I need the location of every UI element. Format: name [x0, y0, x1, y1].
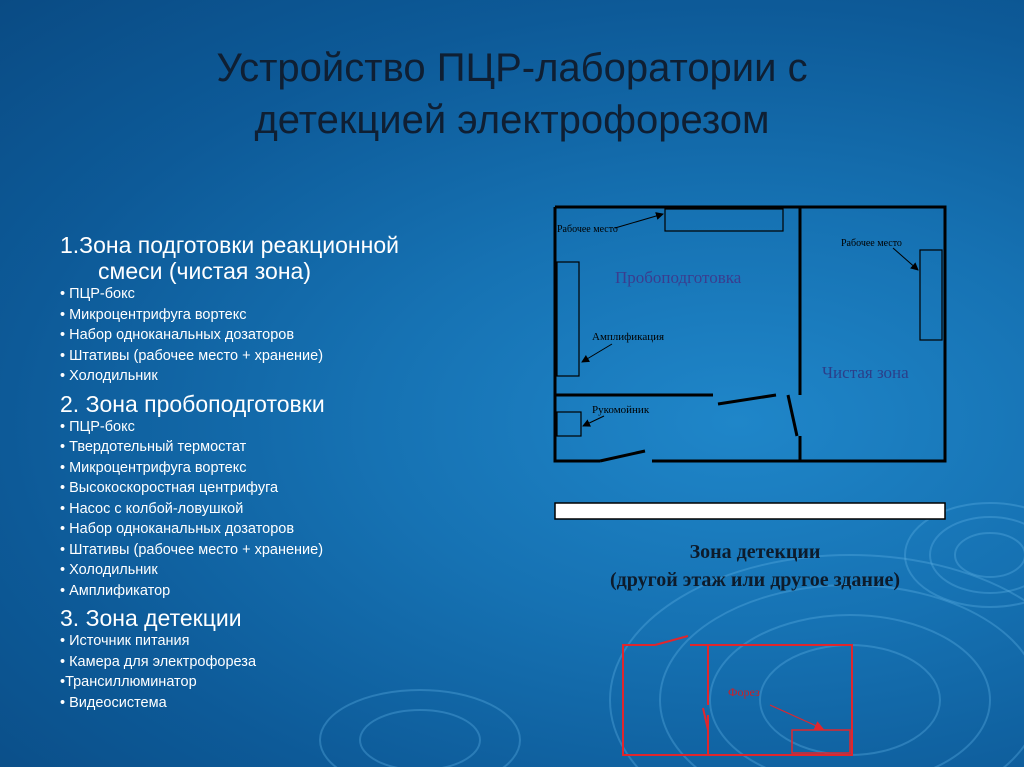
list-item: • Холодильник — [60, 368, 158, 384]
list-item: • Набор одноканальных дозаторов — [60, 521, 295, 537]
list-item: • Амплификатор — [60, 582, 171, 599]
list-item: • Видеосистема — [60, 694, 167, 711]
list-item: • Источник питания — [60, 633, 190, 649]
caption-line-2: (другой этаж или другое здание) — [609, 569, 901, 591]
list-item: • Микроцентрифуга вортекс — [60, 306, 247, 323]
list-item: • Микроцентрифуга вортекс — [60, 459, 247, 476]
label-washbasin: Рукомойник — [592, 404, 650, 416]
workbench-top — [665, 209, 783, 231]
label-amplification: Амплификация — [592, 331, 665, 343]
detection-caption — [530, 538, 980, 594]
entrance-door — [600, 451, 645, 461]
separator-bar — [555, 503, 945, 519]
phoresis-bench — [792, 730, 850, 753]
title-line-2: детекцией электрофорезом — [254, 98, 770, 142]
list-item: •Трансиллюминатор — [60, 674, 197, 690]
label-sample-prep: Пробоподготовка — [615, 268, 742, 287]
arrow-washbasin — [583, 416, 604, 426]
list-item: • Твердотельный термостат — [60, 439, 247, 455]
arrow-workplace-right — [893, 248, 918, 270]
label-workplace-left: Рабочее место — [557, 224, 618, 235]
list-item: • Штативы (рабочее место + хранение) — [60, 347, 324, 364]
zone-3-heading: 3. Зона детекции — [60, 605, 242, 631]
list-item: • Насос с колбой-ловушкой — [60, 500, 244, 517]
list-item: • ПЦР-бокс — [60, 286, 135, 302]
label-clean-zone: Чистая зона — [822, 363, 909, 382]
list-item: • Холодильник — [60, 562, 158, 578]
amplifier-bench — [557, 262, 579, 376]
arrow-workplace-left — [615, 214, 663, 228]
inner-door — [718, 395, 776, 404]
zone-1-heading-line-2: смеси (чистая зона) — [98, 258, 311, 284]
list-item: • Камера для электрофореза — [60, 653, 257, 670]
list-item: • Набор одноканальных дозаторов — [60, 327, 295, 343]
arrow-phoresis — [770, 705, 823, 729]
list-item: • ПЦР-бокс — [60, 418, 135, 435]
zone-1-heading-line-1: 1.Зона подготовки реакционной — [60, 232, 399, 258]
zone-2-heading: 2. Зона пробоподготовки — [60, 390, 325, 417]
washbasin-rect — [557, 412, 581, 436]
detection-outer-wall — [623, 645, 852, 755]
list-item: • Штативы (рабочее место + хранение) — [60, 541, 324, 558]
label-phoresis: Форез — [728, 685, 760, 699]
caption-line-1: Зона детекции — [689, 541, 821, 563]
title-line-1: Устройство ПЦР-лаборатории с — [216, 46, 808, 90]
clean-zone-door — [788, 395, 797, 436]
list-item: • Высокоскоростная центрифуга — [60, 480, 279, 496]
detection-door — [655, 636, 688, 645]
workbench-right — [920, 250, 942, 340]
arrow-amplification — [582, 344, 612, 362]
label-workplace-right: Рабочее место — [841, 238, 902, 249]
